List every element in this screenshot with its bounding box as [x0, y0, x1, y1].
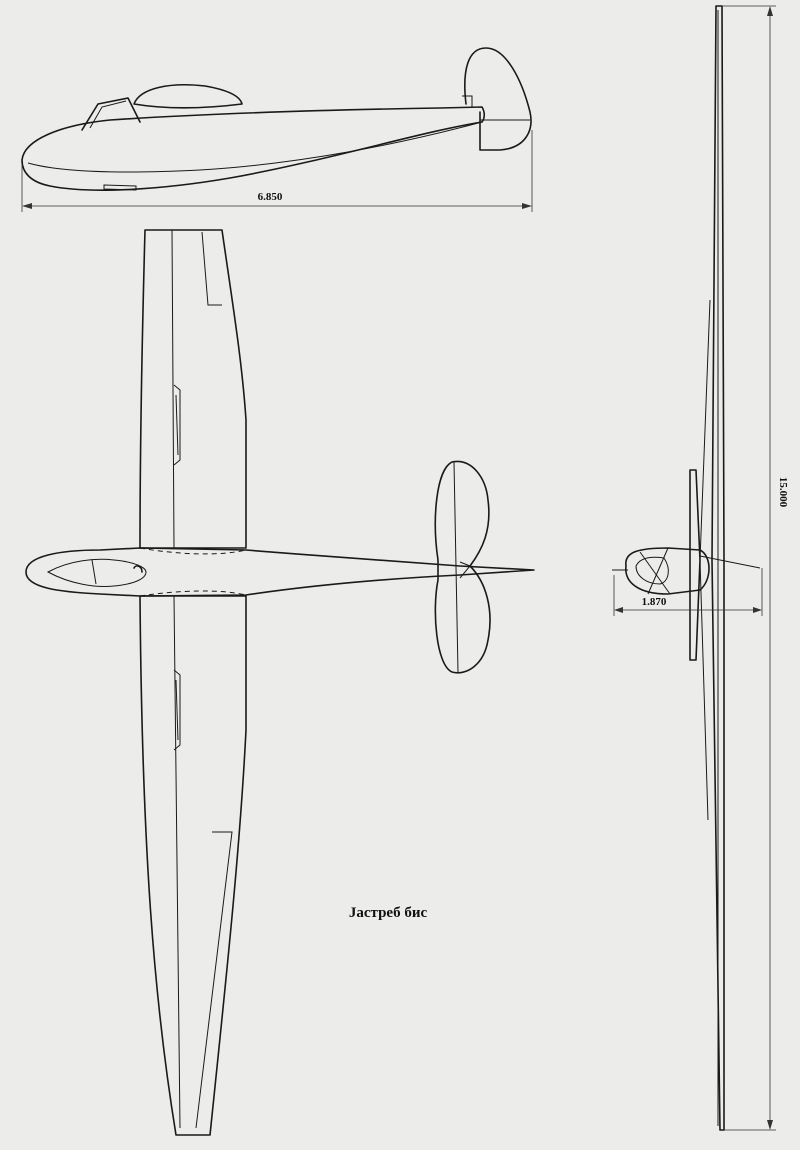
drawing-caption: Јастреб бис — [348, 905, 428, 921]
side-view — [22, 48, 532, 212]
top-view — [26, 230, 534, 1135]
front-view — [612, 6, 789, 1130]
height-dimension-label: 1.870 — [641, 596, 667, 608]
span-dimension-label: 15.000 — [777, 476, 789, 508]
length-dimension-label: 6.850 — [257, 191, 283, 203]
